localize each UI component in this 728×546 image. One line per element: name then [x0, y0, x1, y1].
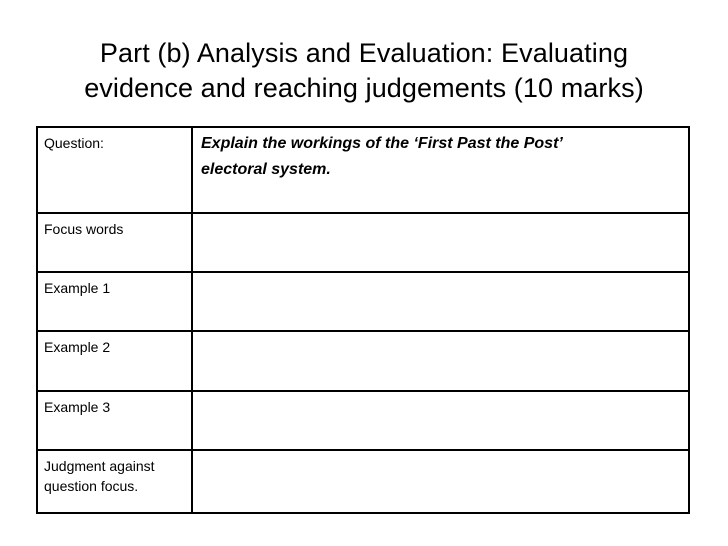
- row-label-text: Question:: [44, 135, 104, 151]
- row-label-text: Example 2: [44, 339, 111, 356]
- table-row-focus-words: [37, 213, 689, 272]
- slide-title-line-2: evidence and reaching judgements (10 marks): [84, 73, 644, 103]
- question-text-line-1: Explain the workings of the ‘First Past the Post’: [201, 135, 563, 152]
- evaluation-table: [36, 126, 690, 514]
- row-label-example-3: [37, 391, 192, 450]
- question-text-line-2: electoral system.: [201, 161, 331, 178]
- row-label-example-1: [37, 272, 192, 331]
- table-row-judgment: [37, 450, 689, 513]
- judgment-cell[interactable]: [192, 450, 689, 513]
- row-label-text: Example 3: [44, 398, 111, 415]
- row-label-text: Judgment against: [44, 458, 155, 475]
- row-label-judgment: [37, 450, 192, 513]
- table-row-question: [37, 127, 689, 213]
- row-label-text: question focus.: [44, 478, 139, 495]
- example-3-cell[interactable]: [192, 391, 689, 450]
- focus-words-cell[interactable]: [192, 213, 689, 272]
- row-label-text: Example 1: [44, 279, 111, 296]
- table-row-example-3: [37, 391, 689, 450]
- row-label-focus-words: [37, 213, 192, 272]
- example-2-cell[interactable]: [192, 331, 689, 390]
- table-row-example-2: [37, 331, 689, 390]
- slide-title-line-1: Part (b) Analysis and Evaluation: Evaluating: [99, 38, 629, 68]
- slide-title: [40, 36, 688, 106]
- row-label-question: [37, 127, 192, 213]
- table-row-example-1: [37, 272, 689, 331]
- row-label-text: Focus words: [44, 220, 124, 237]
- example-1-cell[interactable]: [192, 272, 689, 331]
- question-cell[interactable]: [192, 127, 689, 213]
- row-label-example-2: [37, 331, 192, 390]
